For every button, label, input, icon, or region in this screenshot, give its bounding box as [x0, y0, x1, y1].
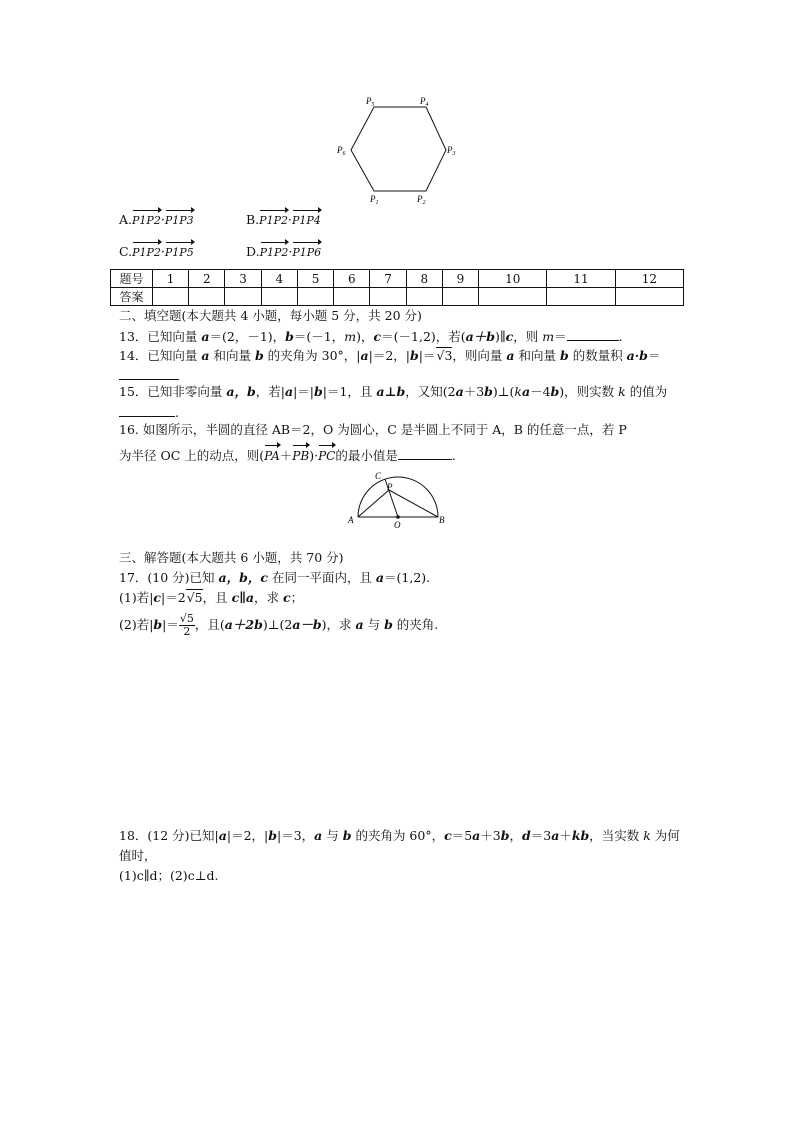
answer-cell[interactable]	[442, 288, 478, 306]
answer-cell[interactable]	[406, 288, 442, 306]
question-18-line3: (1)c∥d；(2)c⊥d.	[119, 868, 219, 883]
table-cell-number: 3	[225, 270, 261, 288]
table-cell-number: 10	[479, 270, 547, 288]
answer-cell[interactable]	[225, 288, 261, 306]
answer-cell[interactable]	[297, 288, 333, 306]
label-p: P	[387, 482, 393, 492]
question-17-line3: (2)若|b|＝ $\frac{√5}{2}$ ，且(a＋2b)⊥(2a－b)，求 a 与 b 的夹角.	[119, 612, 439, 638]
table-header-answer: 答案	[111, 288, 153, 306]
option-d: D.P1P2·P1P6	[246, 244, 322, 259]
table-cell-number: 8	[406, 270, 442, 288]
hexagon-figure	[330, 92, 470, 210]
table-cell-number: 6	[334, 270, 370, 288]
table-cell-number: 12	[615, 270, 683, 288]
question-15: 15．已知非零向量 a，b，若|a|＝|b|＝1，且 a⊥b，又知(2a＋3b)⊥(ka－4b)，则实数 k 的值为	[119, 384, 668, 399]
answer-cell[interactable]	[334, 288, 370, 306]
segment-pa	[358, 490, 389, 517]
question-15-blank-line: .	[119, 404, 179, 421]
table-cell-number: 4	[261, 270, 297, 288]
semicircle-figure	[345, 470, 455, 532]
answer-blank[interactable]	[567, 328, 619, 341]
answer-cell[interactable]	[479, 288, 547, 306]
answer-cell[interactable]	[261, 288, 297, 306]
label-p4: $P_4$	[420, 96, 429, 108]
question-18-line2: 值时，	[119, 848, 157, 863]
question-17-line2: (1)若|c|＝2√5，且 c∥a，求 c；	[119, 590, 304, 605]
option-b: B.P1P2·P1P4	[246, 212, 321, 227]
center-o-dot	[396, 515, 400, 519]
answer-table	[110, 269, 684, 306]
label-p1: $P_1$	[370, 194, 379, 206]
table-cell-number: 2	[189, 270, 225, 288]
option-a: A.P1P2·P1P3	[119, 212, 194, 227]
table-cell-number: 1	[153, 270, 189, 288]
question-16-line2: 为半径 OC 上的动点，则(PA＋PB)·PC的最小值是 .	[119, 448, 456, 463]
table-cell-number: 9	[442, 270, 478, 288]
fraction-sqrt5-over-2: $\frac{√5}{2}$	[179, 612, 194, 638]
label-a: A	[348, 515, 354, 525]
answer-cell[interactable]	[615, 288, 683, 306]
question-13: 13．已知向量 a＝(2，－1)，b＝(－1，m)，c＝(－1,2)，若(a＋b)∥c，则 m＝ .	[119, 329, 623, 344]
question-14: 14．已知向量 a 和向量 b 的夹角为 30°，|a|＝2，|b|＝√3，则向量 a 和向量 b 的数量积 a·b＝	[119, 348, 661, 363]
label-p2: $P_2$	[417, 194, 426, 206]
answer-blank[interactable]	[119, 404, 175, 417]
label-b: B	[439, 515, 445, 525]
question-17-line1: 17．(10 分)已知 a，b，c 在同一平面内，且 a＝(1,2).	[119, 570, 431, 585]
label-p3: $P_3$	[447, 145, 456, 157]
option-c: C.P1P2·P1P5	[119, 244, 194, 259]
label-o: O	[394, 520, 401, 530]
answer-blank[interactable]	[398, 447, 452, 460]
table-cell-number: 5	[297, 270, 333, 288]
answer-cell[interactable]	[153, 288, 189, 306]
answer-blank[interactable]	[119, 366, 179, 380]
table-cell-number: 7	[370, 270, 406, 288]
label-p6: $P_6$	[337, 145, 346, 157]
answer-cell[interactable]	[547, 288, 615, 306]
label-p5: $P_5$	[366, 96, 375, 108]
answer-cell[interactable]	[370, 288, 406, 306]
semicircle-arc	[358, 477, 438, 517]
answer-table-number-row	[111, 270, 684, 288]
table-cell-number: 11	[547, 270, 615, 288]
answer-cell[interactable]	[189, 288, 225, 306]
answer-table-answer-row	[111, 288, 684, 306]
question-18-line1: 18．(12 分)已知|a|＝2，|b|＝3，a 与 b 的夹角为 60°，c＝5a＋3b，d＝3a＋kb，当实数 k 为何	[119, 828, 680, 843]
question-16-line1: 16. 如图所示，半圆的直径 AB＝2，O 为圆心，C 是半圆上不同于 A，B 的任意一点，若 P	[119, 422, 627, 437]
table-header-number: 题号	[111, 270, 153, 288]
section2-title: 二、填空题(本大题共 4 小题，每小题 5 分，共 20 分)	[119, 308, 422, 323]
section3-title: 三、解答题(本大题共 6 小题，共 70 分)	[119, 550, 344, 565]
hexagon-shape	[351, 107, 446, 191]
label-c: C	[375, 471, 382, 481]
